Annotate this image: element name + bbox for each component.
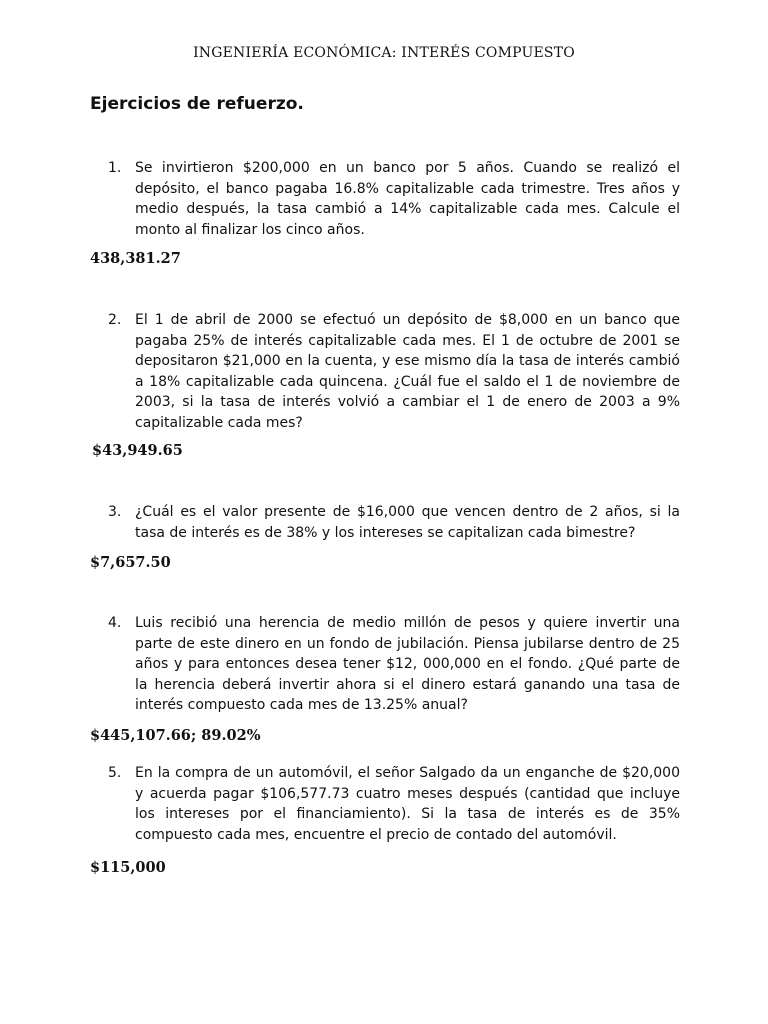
- exercise-5: [108, 763, 680, 845]
- exercise-text: Se invirtieron $200,000 en un banco por 5 años. Cuando se realizó el depósito, el banco pagaba 16.8% capitalizable cada trimestre. Tres años y medio después, la tasa cambió a 14% capitalizable cada mes. Calcule el monto al finalizar los cinco años.: [135, 160, 680, 238]
- exercise-5-answer: $115,000: [90, 859, 166, 876]
- exercise-1-answer: 438,381.27: [90, 250, 181, 267]
- exercise-3: [108, 502, 680, 543]
- exercise-2-answer: $43,949.65: [92, 442, 183, 459]
- exercise-2: [108, 310, 680, 433]
- exercise-text: ¿Cuál es el valor presente de $16,000 que vencen dentro de 2 años, si la tasa de interés es de 38% y los intereses se capitalizan cada bimestre?: [135, 504, 680, 541]
- exercise-number: 4.: [108, 615, 122, 631]
- exercise-4: [108, 613, 680, 716]
- exercise-number: 1.: [108, 160, 122, 176]
- exercise-1: [108, 158, 680, 240]
- exercise-text: En la compra de un automóvil, el señor Salgado da un enganche de $20,000 y acuerda pagar $106,577.73 cuatro meses después (cantidad que incluye los intereses por el financiamiento). Si la tasa de interés es de 35% compuesto cada mes, encuentre el precio de contado del automóvil.: [135, 765, 680, 843]
- exercise-number: 2.: [108, 312, 122, 328]
- exercise-4-answer: $445,107.66; 89.02%: [90, 727, 261, 744]
- section-heading: Ejercicios de refuerzo.: [90, 94, 304, 114]
- exercise-number: 5.: [108, 765, 122, 781]
- document-title: INGENIERÍA ECONÓMICA: INTERÉS COMPUESTO: [193, 45, 575, 61]
- exercise-number: 3.: [108, 504, 122, 520]
- exercise-3-answer: $7,657.50: [90, 554, 171, 571]
- exercise-text: El 1 de abril de 2000 se efectuó un depósito de $8,000 en un banco que pagaba 25% de interés capitalizable cada mes. El 1 de octubre de 2001 se depositaron $21,000 en la cuenta, y ese mismo día la tasa de interés cambió a 18% capitalizable cada quincena. ¿Cuál fue el saldo el 1 de noviembre de 2003, si la tasa de interés volvió a cambiar el 1 de enero de 2003 a 9% capitalizable cada mes?: [135, 312, 680, 431]
- exercise-text: Luis recibió una herencia de medio millón de pesos y quiere invertir una parte de este dinero en un fondo de jubilación. Piensa jubilarse dentro de 25 años y para entonces desea tener $12, 000,000 en el fondo. ¿Qué parte de la herencia deberá invertir ahora si el dinero estará ganando una tasa de interés compuesto cada mes de 13.25% anual?: [135, 615, 680, 713]
